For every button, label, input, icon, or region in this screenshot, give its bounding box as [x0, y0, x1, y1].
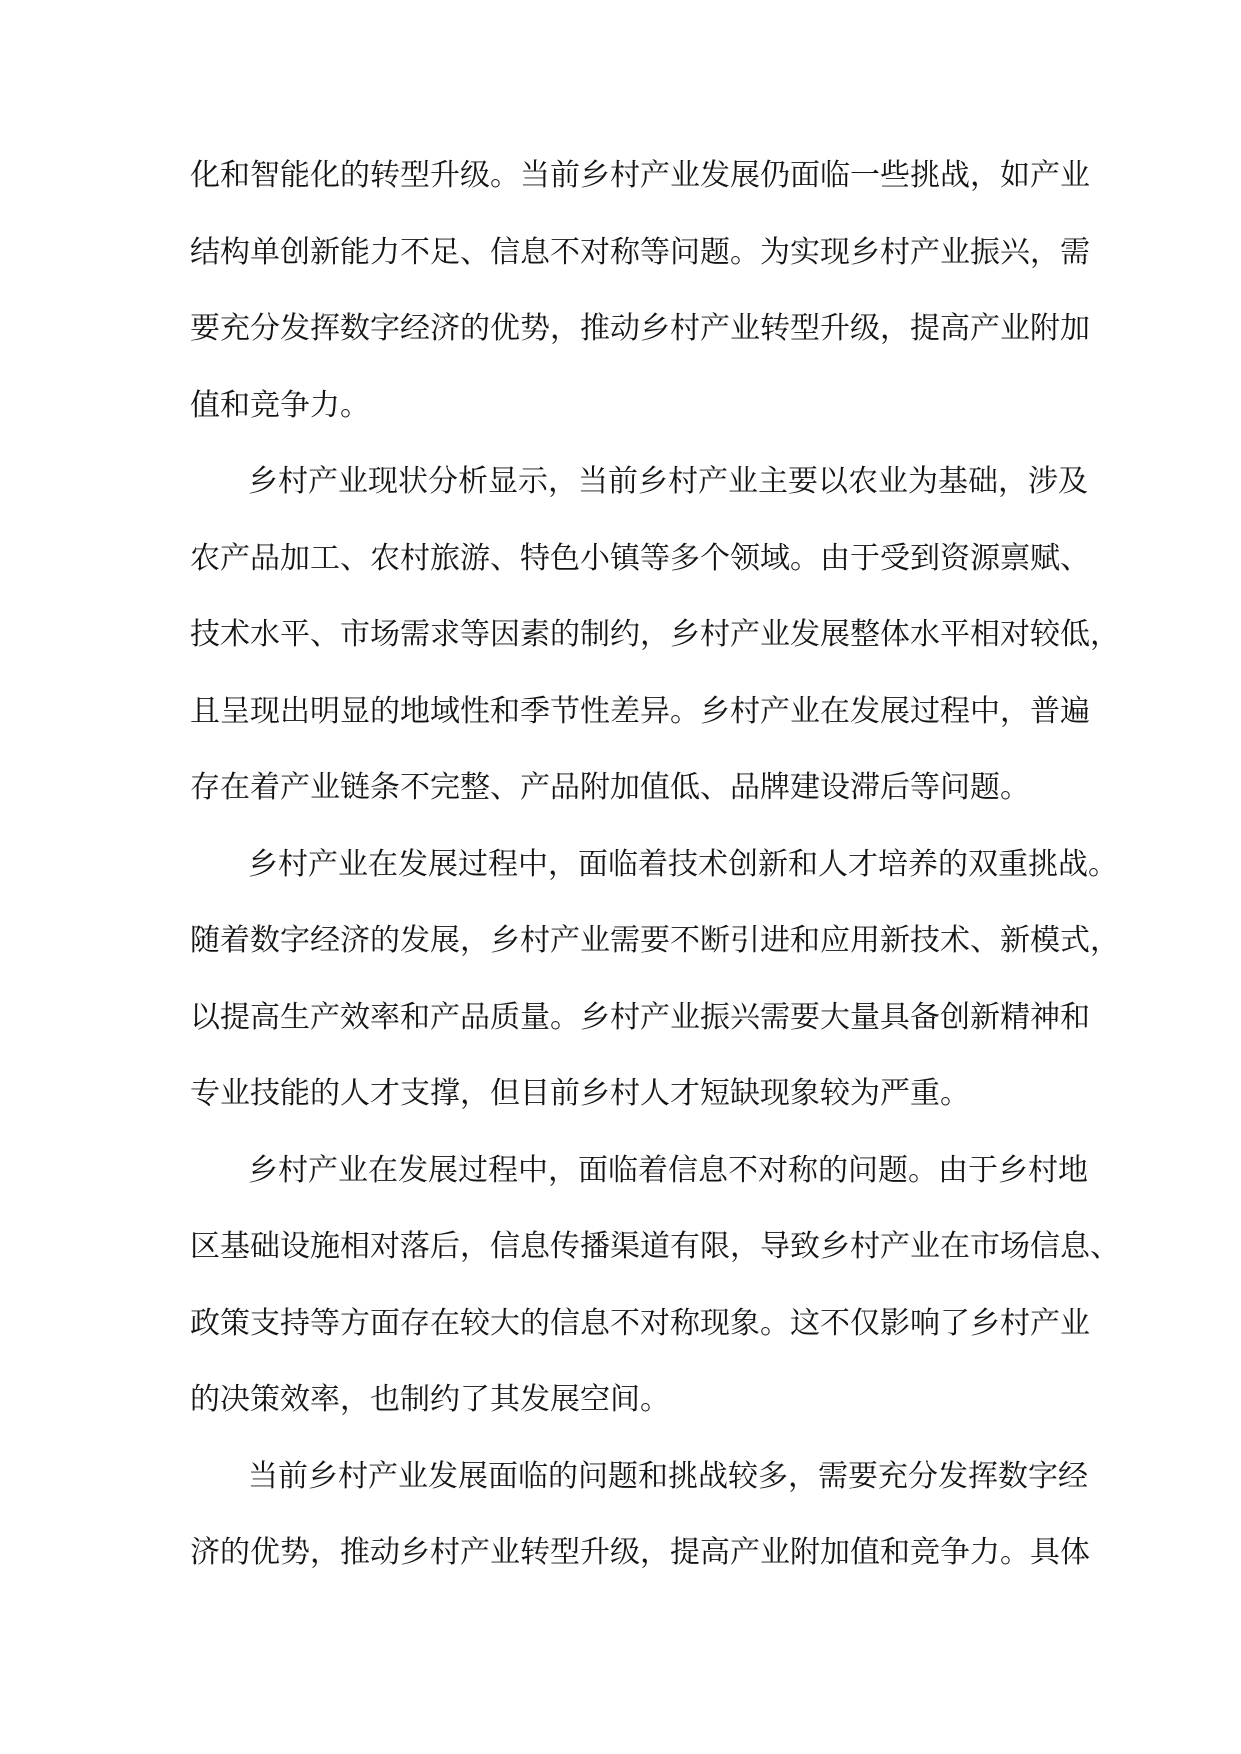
text-line: 农产品加工、农村旅游、特色小镇等多个领域。由于受到资源禀赋、 [190, 540, 1090, 576]
text-line: 以提高生产效率和产品质量。乡村产业振兴需要大量具备创新精神和 [190, 999, 1090, 1035]
text-line: 政策支持等方面存在较大的信息不对称现象。这不仅影响了乡村产业 [190, 1305, 1090, 1341]
text-line: 化和智能化的转型升级。当前乡村产业发展仍面临一些挑战，如产业 [190, 158, 1090, 193]
text-line: 区基础设施相对落后，信息传播渠道有限，导致乡村产业在市场信息、 [190, 1229, 1120, 1264]
text-line: 结构单创新能力不足、信息不对称等问题。为实现乡村产业振兴，需 [190, 234, 1090, 270]
text-line: 当前乡村产业发展面临的问题和挑战较多，需要充分发挥数字经 [248, 1458, 1088, 1494]
text-line: 乡村产业现状分析显示，当前乡村产业主要以农业为基础，涉及 [248, 464, 1088, 499]
text-line: 要充分发挥数字经济的优势，推动乡村产业转型升级，提高产业附加 [190, 311, 1090, 346]
text-line: 乡村产业在发展过程中，面临着技术创新和人才培养的双重挑战。 [248, 846, 1118, 882]
paragraph-4 [190, 1133, 1120, 1439]
text-line: 技术水平、市场需求等因素的制约，乡村产业发展整体水平相对较低， [190, 617, 1120, 652]
paragraph-3 [190, 827, 1120, 1133]
text-line: 济的优势，推动乡村产业转型升级，提高产业附加值和竞争力。具体 [190, 1535, 1090, 1570]
paragraph-2 [190, 444, 1120, 827]
text-line: 随着数字经济的发展，乡村产业需要不断引进和应用新技术、新模式， [190, 923, 1120, 958]
text-line: 的决策效率，也制约了其发展空间。 [190, 1382, 670, 1417]
text-line: 值和竞争力。 [190, 387, 370, 423]
text-line: 且呈现出明显的地域性和季节性差异。乡村产业在发展过程中，普遍 [190, 693, 1090, 729]
paragraph-5 [190, 1439, 1090, 1592]
text-line: 乡村产业在发展过程中，面临着信息不对称的问题。由于乡村地 [248, 1152, 1088, 1188]
text-line: 专业技能的人才支撑，但目前乡村人才短缺现象较为严重。 [190, 1076, 970, 1111]
document-body [190, 138, 1120, 1592]
text-line: 存在着产业链条不完整、产品附加值低、品牌建设滞后等问题。 [190, 770, 1030, 805]
paragraph-1 [190, 138, 1090, 444]
